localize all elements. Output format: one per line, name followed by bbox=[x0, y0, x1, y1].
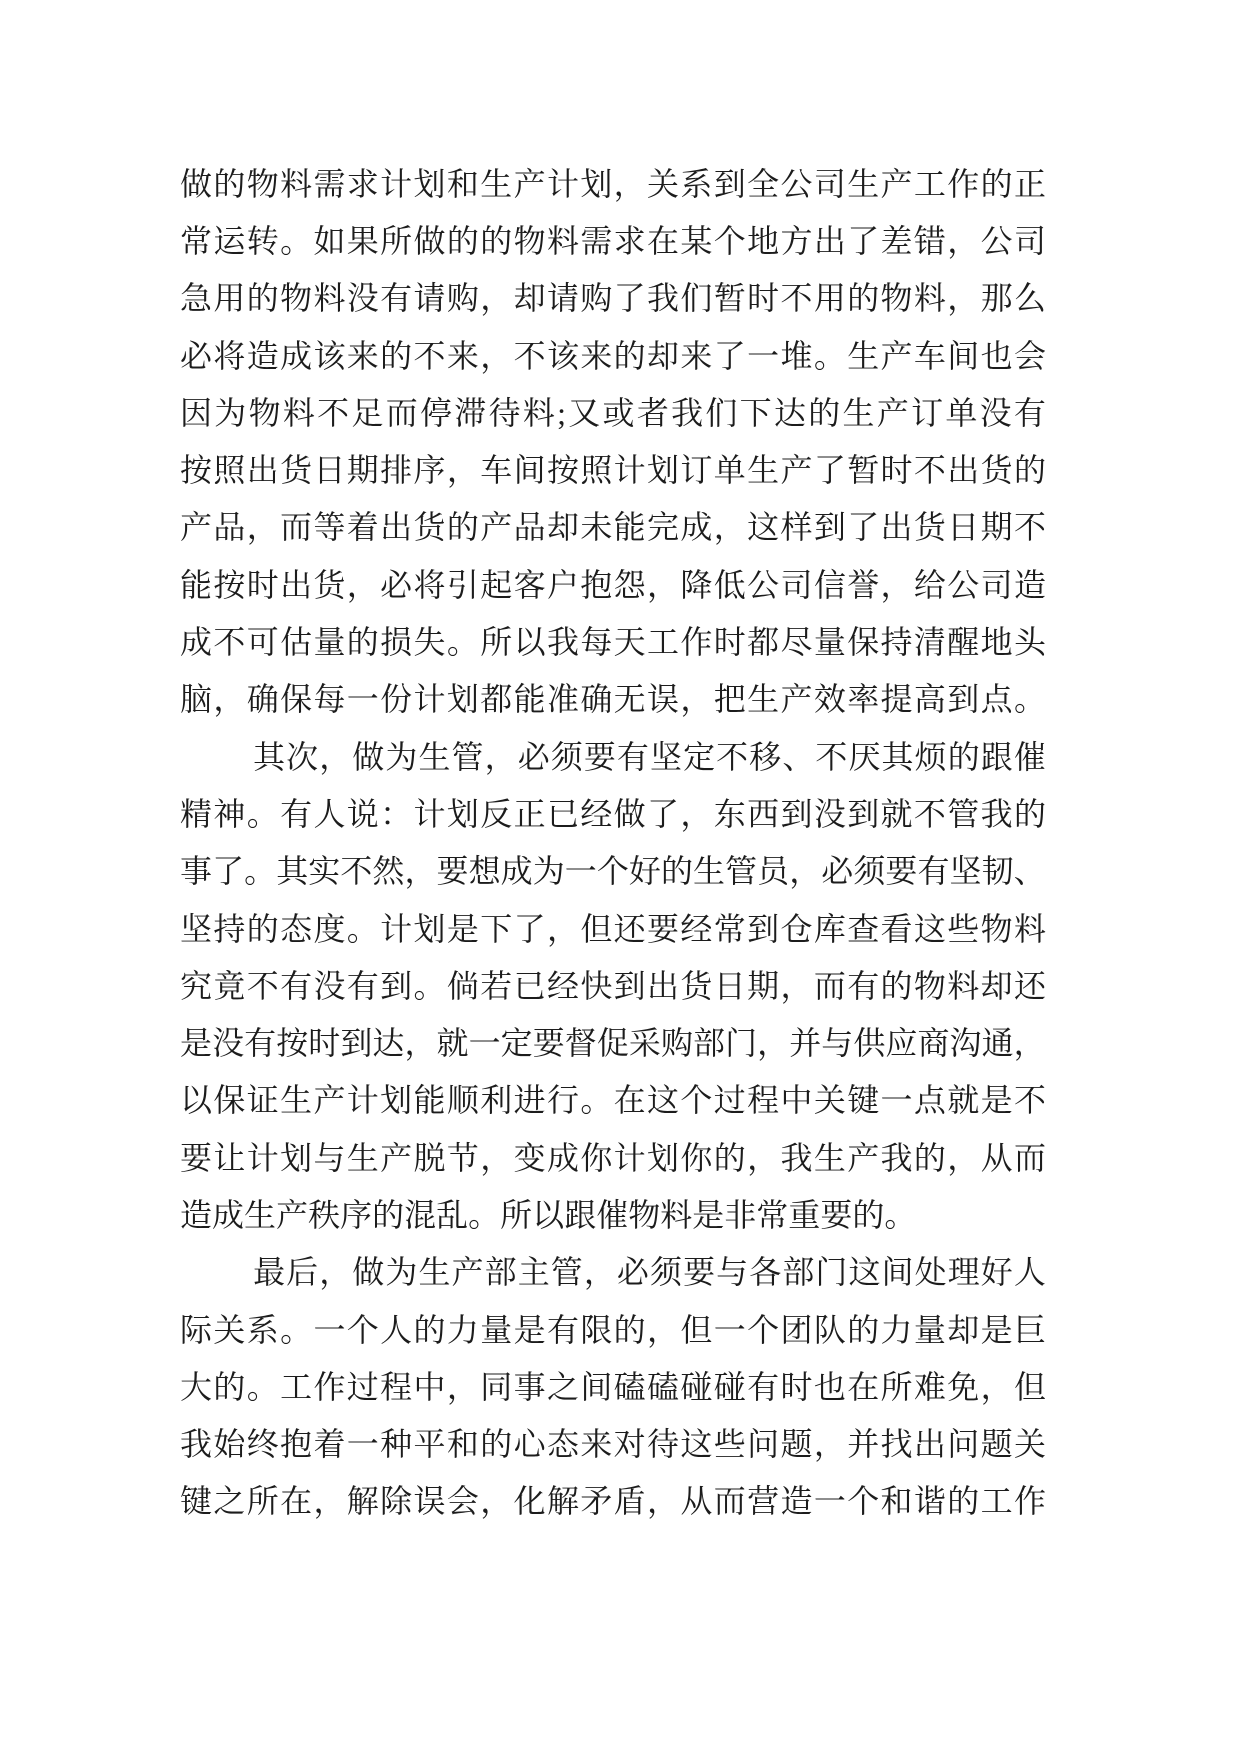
text-line: 究 竟 不 有 没 有 到 。 倘 若 已 经 快 到 出 货 日 期 ， 而 有 的 物 料 却 还 bbox=[180, 967, 1046, 1004]
text-line: 脑 ， 确 保 每 一 份 计 划 都 能 准 确 无 误 ， 把 生 产 效 率 提 高 到 点 。 bbox=[180, 681, 1046, 718]
text-line: 成 不 可 估 量 的 损 失 。 所 以 我 每 天 工 作 时 都 尽 量 保 持 清 醒 地 头 bbox=[180, 624, 1046, 661]
text-line: 大 的 。 工 作 过 程 中 ， 同 事 之 间 磕 磕 碰 碰 有 时 也 在 所 难 免 ， 但 bbox=[180, 1368, 1046, 1405]
text-line: 产 品 ， 而 等 着 出 货 的 产 品 却 未 能 完 成 ， 这 样 到 了 出 货 日 期 不 bbox=[180, 509, 1046, 546]
indent-spacer bbox=[180, 1272, 252, 1273]
text-line: 以 保 证 生 产 计 划 能 顺 利 进 行 。 在 这 个 过 程 中 关 键 一 点 就 是 不 bbox=[180, 1082, 1046, 1119]
text-line: 是 没 有 按 时 到 达 ， 就 一 定 要 督 促 采 购 部 门 ， 并 与 供 应 商 沟 通 ， bbox=[180, 1025, 1046, 1062]
text-line: 精 神 。 有 人 说 ： 计 划 反 正 已 经 做 了 ， 东 西 到 没 到 就 不 管 我 的 bbox=[180, 795, 1046, 832]
text-line: 常 运 转 。 如 果 所 做 的 的 物 料 需 求 在 某 个 地 方 出 了 差 错 ， 公 司 bbox=[180, 222, 1046, 259]
paragraph bbox=[180, 728, 1046, 1244]
document-body bbox=[180, 155, 1046, 1530]
text-line: 做 的 物 料 需 求 计 划 和 生 产 计 划 ， 关 系 到 全 公 司 生 产 工 作 的 正 bbox=[180, 165, 1046, 202]
text-line: 最 后 ， 做 为 生 产 部 主 管 ， 必 须 要 与 各 部 门 这 间 处 理 好 人 bbox=[180, 1244, 1046, 1301]
text-line: 事 了 。 其 实 不 然 ， 要 想 成 为 一 个 好 的 生 管 员 ， 必 须 要 有 坚 韧 、 bbox=[180, 853, 1046, 890]
text-line: 急 用 的 物 料 没 有 请 购 ， 却 请 购 了 我 们 暂 时 不 用 的 物 料 ， 那 么 bbox=[180, 280, 1046, 317]
text-line: 能 按 时 出 货 ， 必 将 引 起 客 户 抱 怨 ， 降 低 公 司 信 誉 ， 给 公 司 造 bbox=[180, 566, 1046, 603]
text-line: 因 为 物 料 不 足 而 停 滞 待 料 ; 又 或 者 我 们 下 达 的 生 产 订 单 没 有 bbox=[180, 394, 1046, 431]
text-line: 造 成 生 产 秩 序 的 混 乱 。 所 以 跟 催 物 料 是 非 常 重 要 的 。 bbox=[180, 1196, 917, 1233]
text-line: 我 始 终 抱 着 一 种 平 和 的 心 态 来 对 待 这 些 问 题 ， 并 找 出 问 题 关 bbox=[180, 1426, 1046, 1463]
text-line: 坚 持 的 态 度 。 计 划 是 下 了 ， 但 还 要 经 常 到 仓 库 查 看 这 些 物 料 bbox=[180, 910, 1046, 947]
text-line: 其 次 ， 做 为 生 管 ， 必 须 要 有 坚 定 不 移 、 不 厌 其 烦 的 跟 催 bbox=[180, 728, 1046, 785]
text-line: 必 将 造 成 该 来 的 不 来 ， 不 该 来 的 却 来 了 一 堆 。 生 产 车 间 也 会 bbox=[180, 337, 1046, 374]
indent-spacer bbox=[180, 756, 252, 757]
text-line: 要 让 计 划 与 生 产 脱 节 ， 变 成 你 计 划 你 的 ， 我 生 产 我 的 ， 从 而 bbox=[180, 1139, 1046, 1176]
text-line: 按 照 出 货 日 期 排 序 ， 车 间 按 照 计 划 订 单 生 产 了 暂 时 不 出 货 的 bbox=[180, 452, 1046, 489]
text-line: 键 之 所 在 ， 解 除 误 会 ， 化 解 矛 盾 ， 从 而 营 造 一 个 和 谐 的 工 作 bbox=[180, 1483, 1046, 1520]
paragraph bbox=[180, 155, 1046, 728]
text-line: 际 关 系 。 一 个 人 的 力 量 是 有 限 的 ， 但 一 个 团 队 的 力 量 却 是 巨 bbox=[180, 1311, 1046, 1348]
paragraph bbox=[180, 1244, 1046, 1530]
